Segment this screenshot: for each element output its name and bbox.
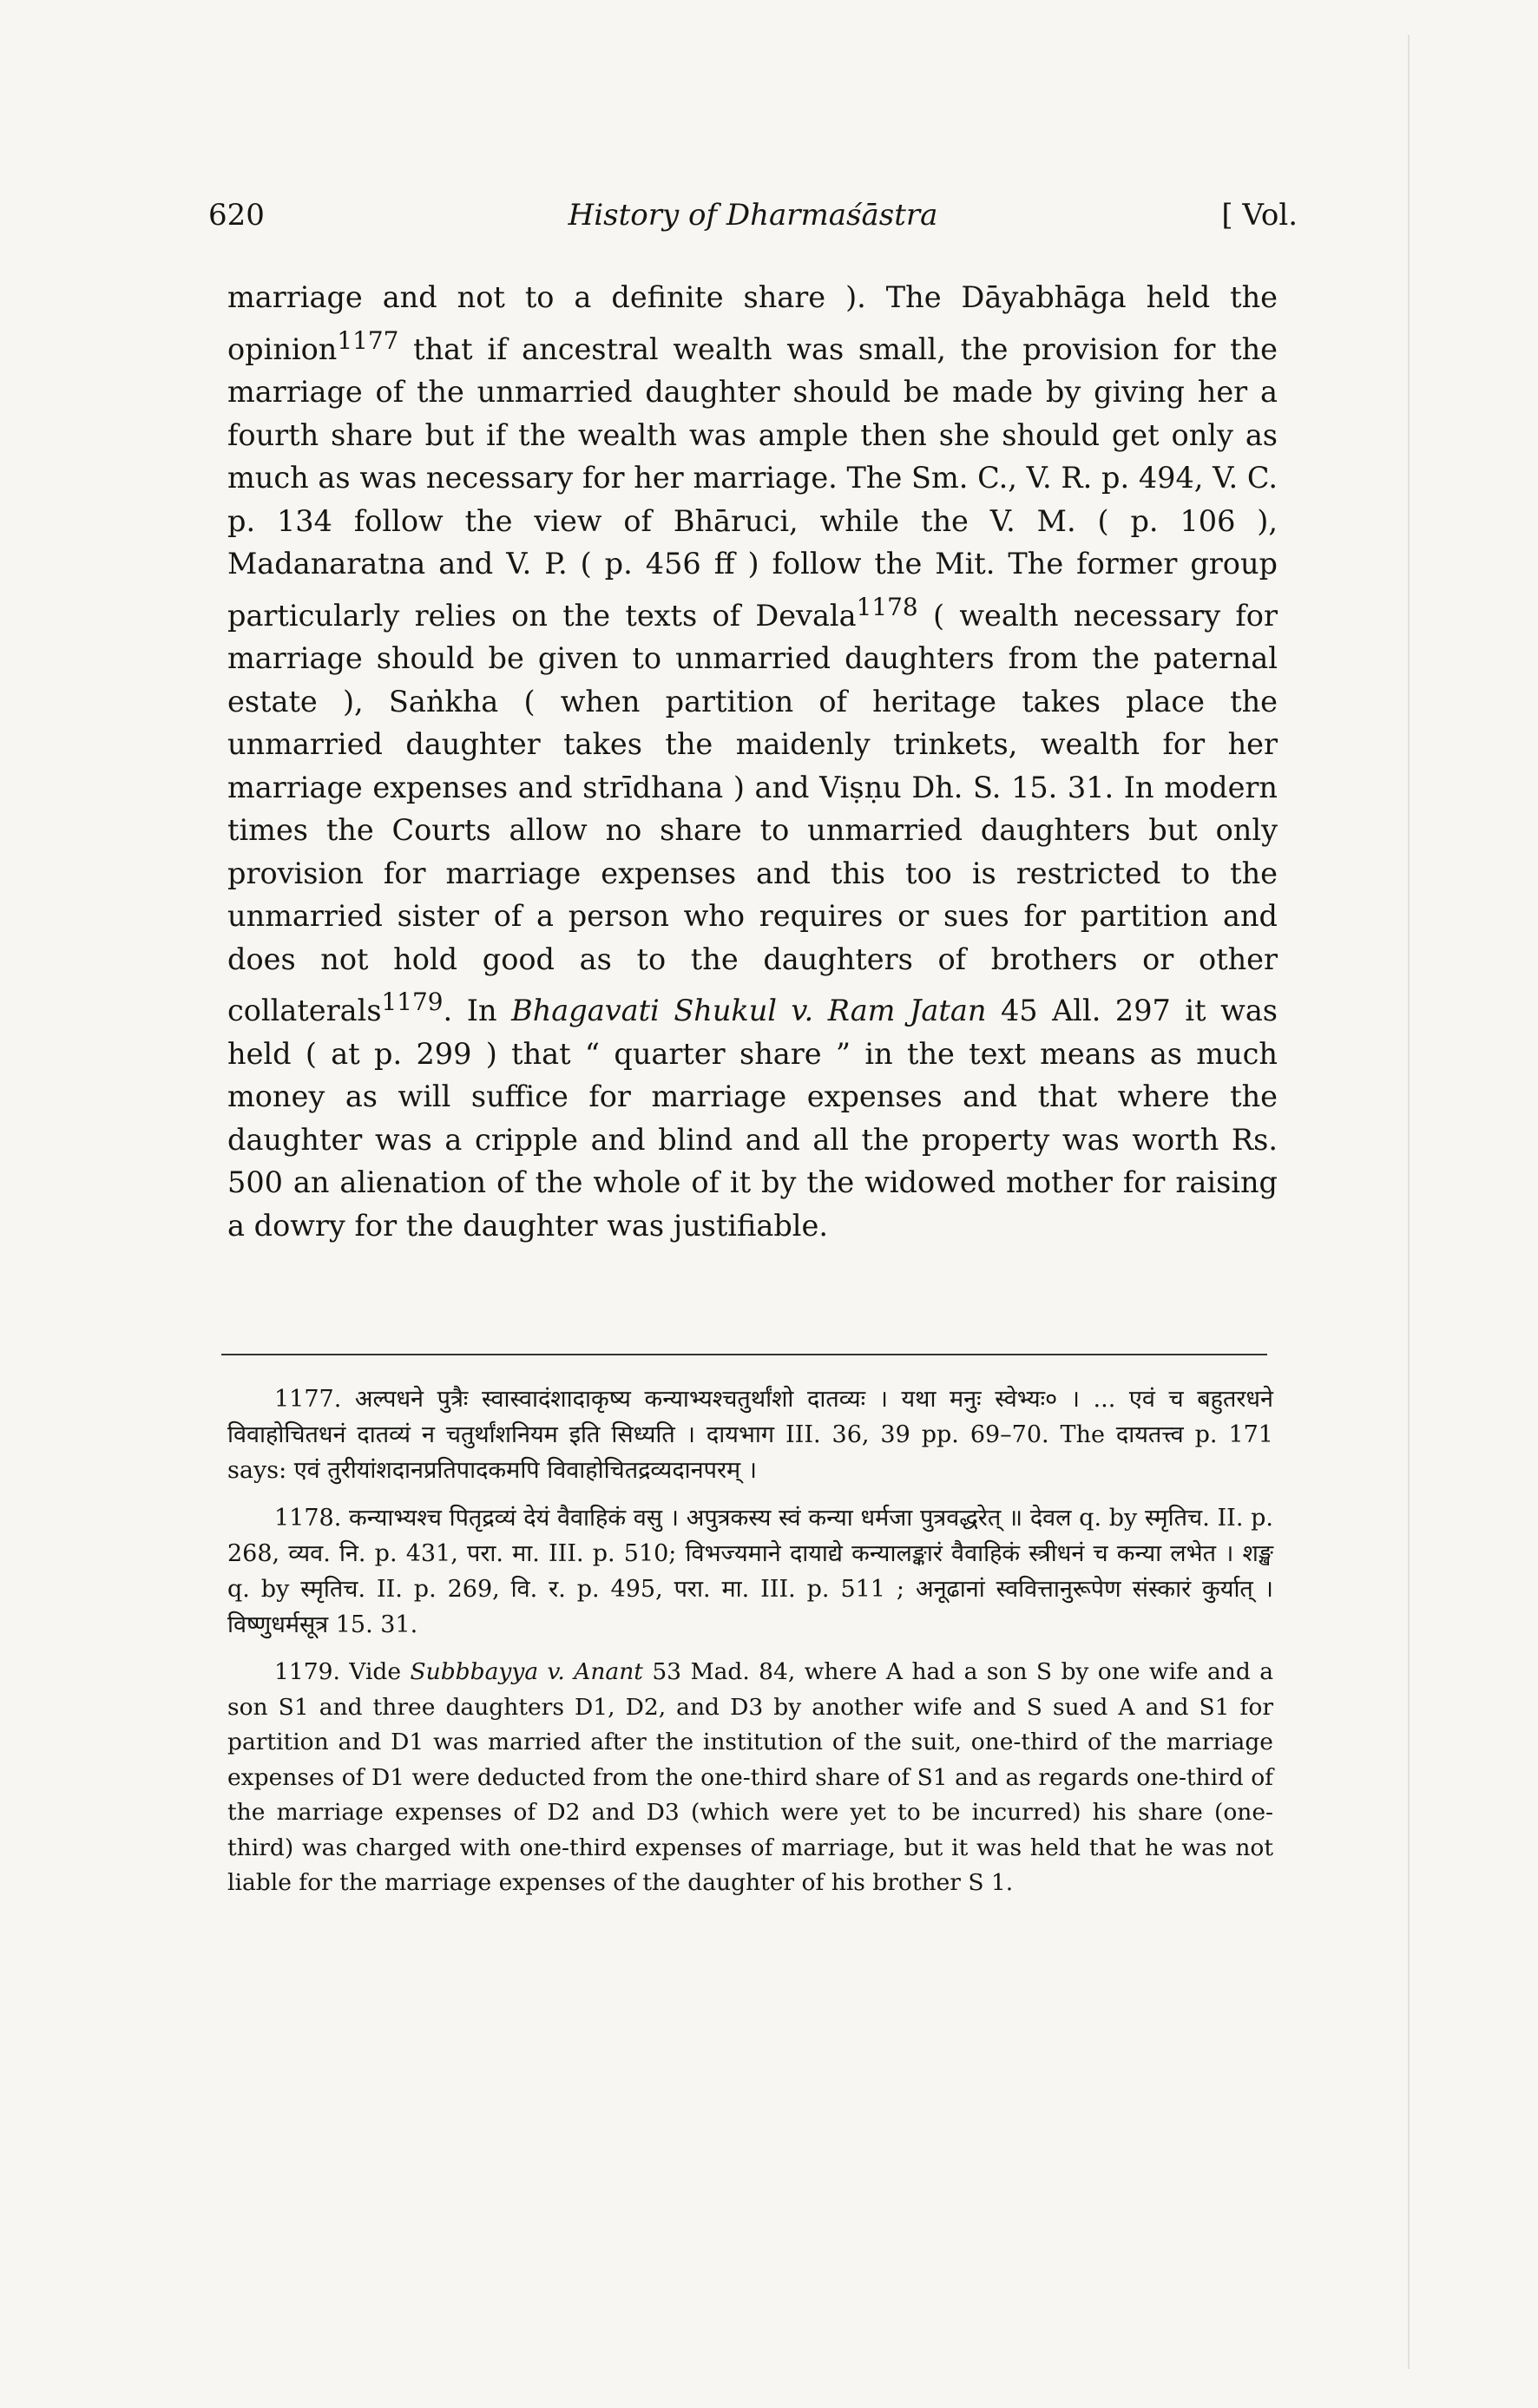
- footnote: [227, 1500, 1273, 1643]
- page-number: 620: [208, 198, 265, 233]
- footnote-text: 53 Mad. 84, where A had a son S by one wife and a son S1 and three daughters D1, D2, and D3 by another wife and S sued A and S1 for partition and D1 was married after the institution of the suit, one-third of the marriage expenses of D1 were deducted from the one-third share of S1 and as regards one-third of the marriage expenses of D2 and D3 (which were yet to be incurred) his share (one-third) was charged with one-third expenses of marriage, but it was held that he was not liable for the marriage expenses of the daughter of his brother S 1.: [227, 1658, 1273, 1896]
- case-citation: Subbbayya v. Anant: [410, 1658, 643, 1685]
- footnote-divider: [221, 1354, 1267, 1355]
- footnote-number: 1178.: [274, 1505, 342, 1532]
- body-segment: . In: [443, 994, 512, 1028]
- running-header: [208, 198, 1298, 241]
- body-segment: 45 All. 297 it was held ( at p. 299 ) that “ quarter share ” in the text means as much money as will suffice for marriage expenses and that where the daughter was a cripple and blind and all the property was worth Rs. 500 an alienation of the whole of it by the widowed mother for raising a dowry for the daughter was justifiable.: [227, 994, 1278, 1243]
- body-segment: marriage and not to a definite share ). The Dāyabhāga held the opinion: [227, 280, 1278, 366]
- body-segment: ( wealth necessary for marriage should be given to unmarried daughters from the paternal estate ), Saṅkha ( when partition of heritage takes place the unmarried daughter takes the maidenly trinkets, wealth for her marriage expenses and strīdhana ) and Viṣṇu Dh. S. 15. 31. In modern times the Courts allow no share to unmarried daughters but only provision for marriage expenses and this too is restricted to the unmarried sister of a person who requires or sues for partition and does not hold good as to the daughters of brothers or other collaterals: [227, 598, 1278, 1028]
- footnote: [227, 1381, 1273, 1488]
- running-title: History of Dharmaśāstra: [568, 198, 938, 233]
- footnote-reference: 1178: [856, 592, 918, 621]
- case-citation: Bhagavati Shukul v. Ram Jatan: [511, 994, 987, 1028]
- volume-marker: [ Vol.: [1221, 198, 1298, 233]
- footnote-number: 1177.: [274, 1386, 342, 1413]
- main-text: [227, 276, 1278, 1247]
- page-edge-line: [1408, 35, 1410, 2369]
- footnote-text: कन्याभ्यश्च पितृद्रव्यं देयं वैवाहिकं वसु । अपुत्रकस्य स्वं कन्या धर्मजा पुत्रवद्धरेत् ॥ देवल q. by स्मृतिच. II. p. 268, व्यव. नि. p. 431, परा. मा. III. p. 510; विभज्यमाने दायाद्ये कन्यालङ्कारं वैवाहिकं स्त्रीधनं च कन्या लभेत । शङ्ख q. by स्मृतिच. II. p. 269, वि. र. p. 495, परा. मा. III. p. 511 ; अनूढानां स्ववित्तानुरूपेण संस्कारं कुर्यात् । विष्णुधर्मसूत्र 15. 31.: [227, 1505, 1273, 1638]
- footnote-reference: 1177: [337, 325, 399, 355]
- footnote-reference: 1179: [381, 987, 444, 1017]
- body-paragraph: [227, 276, 1278, 1247]
- footnote: [227, 1655, 1273, 1901]
- footnote-text: अल्पधने पुत्रैः स्वास्वादंशादाकृष्य कन्याभ्यश्चतुर्थांशो दातव्यः । यथा मनुः स्वेभ्यः० । ... एवं च बहुतरधने विवाहोचितधनं दातव्यं न चतुर्थांशनियम इति सिध्यति । दायभाग III. 36, 39 pp. 69–70. The दायतत्त्व p. 171 says: एवं तुरीयांशदानप्रतिपादकमपि विवाहोचितद्रव्यदानपरम् ।: [227, 1386, 1273, 1484]
- footnotes: [227, 1381, 1273, 1913]
- footnote-number: 1179.: [274, 1658, 340, 1685]
- footnote-prefix: Vide: [339, 1658, 411, 1685]
- body-segment: that if ancestral wealth was small, the provision for the marriage of the unmarried daughter should be made by giving her a fourth share but if the wealth was ample then she should get only as much as was necessary for her marriage. The Sm. C., V. R. p. 494, V. C. p. 134 follow the view of Bhāruci, while the V. M. ( p. 106 ), Madanaratna and V. P. ( p. 456 ff ) follow the Mit. The former group particularly relies on the texts of Devala: [227, 331, 1278, 633]
